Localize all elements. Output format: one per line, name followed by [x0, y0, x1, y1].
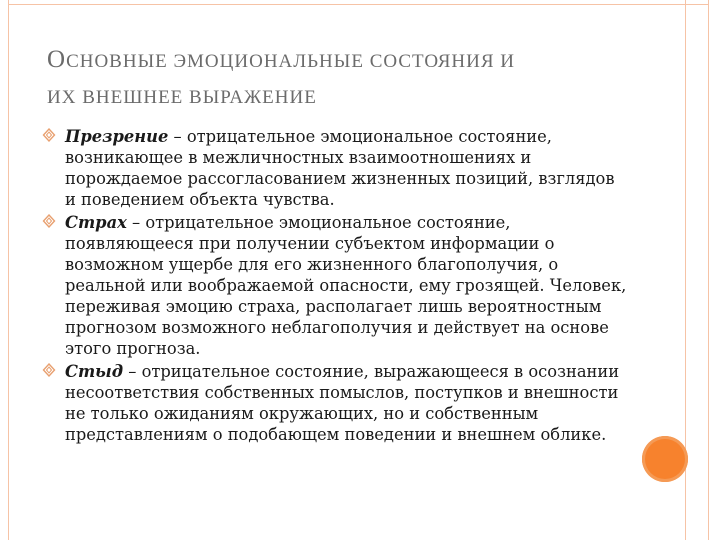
bullet-list: [40, 126, 630, 447]
orange-circle-icon: [642, 436, 688, 482]
diamond-outline-icon: [42, 363, 56, 377]
frame-line-left: [8, 0, 9, 540]
bullet-term: Стыд: [65, 362, 124, 381]
bullet-item-shame: [40, 361, 630, 445]
bullet-term: Презрение: [65, 127, 169, 146]
bullet-item-fear: [40, 212, 630, 359]
bullet-text: – отрицательное состояние, выражающееся в осознании несоответствия собственных помыслов, поступков и внешности не только ожиданиям окружающих, но и собственным представлениям о подобающем поведении и внешнем облике.: [65, 362, 620, 444]
diamond-outline-icon: [42, 128, 56, 142]
title-initial: О: [47, 46, 67, 73]
frame-line-top: [8, 4, 708, 5]
bullet-text: – отрицательное эмоциональное состояние, появляющееся при получении субъектом информации о возможном ущербе для его жизненного благополучия, о реальной или воображаемой опасности, ему грозящей. Человек, переживая эмоцию страха, располагает лишь вероятностным прогнозом возможного неблагополучия и действует на основе этого прогноза.: [65, 213, 627, 358]
title-line1: СНОВНЫЕ ЭМОЦИОНАЛЬНЫЕ СОСТОЯНИЯ И: [66, 51, 515, 72]
slide-title: [47, 42, 627, 116]
bullet-item-contempt: [40, 126, 630, 210]
diamond-outline-icon: [42, 214, 56, 228]
title-line2: ИХ ВНЕШНЕЕ ВЫРАЖЕНИЕ: [47, 87, 317, 108]
bullet-term: Страх: [65, 213, 127, 232]
frame-line-right-outer: [708, 0, 709, 540]
bullet-text: – отрицательное эмоциональное состояние, возникающее в межличностных взаимоотношениях и порождаемое рассогласованием жизненных позиций, взглядов и поведением объекта чувства.: [65, 127, 615, 209]
